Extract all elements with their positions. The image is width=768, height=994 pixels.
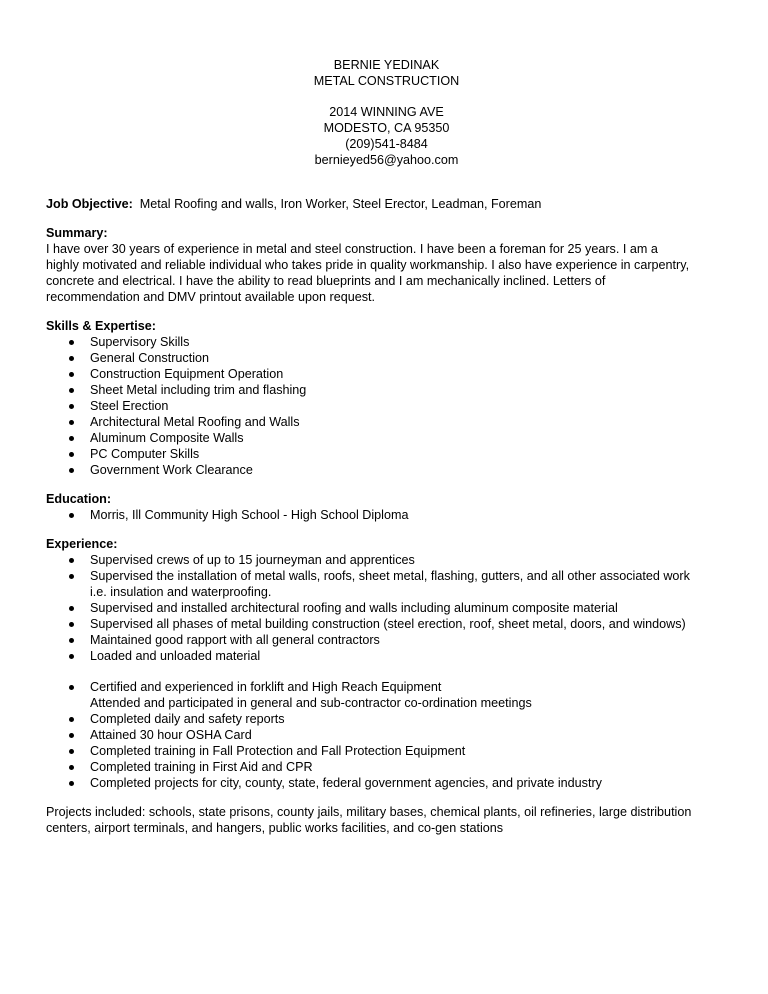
bullet-icon [69, 606, 74, 611]
skills-section [46, 318, 736, 478]
skill-text: Steel Erection [90, 399, 169, 413]
skill-item [46, 446, 736, 462]
skill-item [46, 462, 736, 478]
experience-list-2 [46, 679, 736, 791]
experience-item [46, 600, 736, 616]
skill-text: PC Computer Skills [90, 447, 200, 461]
experience-text: i.e. insulation and waterproofing. [90, 585, 272, 599]
experience-heading: Experience: [46, 537, 118, 551]
bullet-icon [69, 340, 74, 345]
experience-list-1 [46, 552, 736, 664]
bullet-icon [69, 749, 74, 754]
bullet-icon [69, 733, 74, 738]
job-objective-label: Job Objective: [46, 197, 133, 211]
skill-text: Architectural Metal Roofing and Walls [90, 415, 300, 429]
bullet-icon [69, 468, 74, 473]
city-state-zip: MODESTO, CA 95350 [323, 121, 450, 135]
bullet-icon [69, 388, 74, 393]
experience-text: Maintained good rapport with all general contractors [90, 633, 380, 647]
education-item [46, 507, 736, 523]
summary-line: recommendation and DMV printout available upon request. [46, 290, 376, 304]
applicant-trade: METAL CONSTRUCTION [313, 74, 460, 88]
experience-section [46, 536, 736, 791]
experience-text: Supervised and installed architectural roofing and walls including aluminum composite material [90, 601, 618, 615]
skill-item [46, 366, 736, 382]
summary-line: concrete and electrical. I have the ability to read blueprints and I am mechanically inclined. Letters of [46, 274, 606, 288]
resume-header [0, 57, 768, 168]
bullet-icon [69, 574, 74, 579]
experience-text: Completed training in First Aid and CPR [90, 760, 313, 774]
experience-text: Completed training in Fall Protection and Fall Protection Equipment [90, 744, 466, 758]
skill-text: General Construction [90, 351, 210, 365]
bullet-icon [69, 765, 74, 770]
skill-text: Government Work Clearance [90, 463, 253, 477]
education-list [46, 507, 736, 523]
skill-item [46, 334, 736, 350]
bullet-icon [69, 654, 74, 659]
education-section [46, 491, 736, 523]
bullet-icon [69, 717, 74, 722]
bullet-icon [69, 372, 74, 377]
experience-item [46, 568, 736, 584]
summary-section [46, 225, 736, 305]
experience-item [46, 743, 736, 759]
bullet-icon [69, 404, 74, 409]
experience-text: Attended and participated in general and sub-contractor co-ordination meetings [90, 696, 532, 710]
skills-heading: Skills & Expertise: [46, 319, 156, 333]
experience-text: Attained 30 hour OSHA Card [90, 728, 252, 742]
projects-section [46, 804, 736, 836]
experience-text: Supervised the installation of metal walls, roofs, sheet metal, flashing, gutters, and all other associated work [90, 569, 690, 583]
street-address: 2014 WINNING AVE [329, 105, 444, 119]
experience-text: Certified and experienced in forklift and High Reach Equipment [90, 680, 442, 694]
experience-text: Completed daily and safety reports [90, 712, 285, 726]
experience-item [46, 648, 736, 664]
experience-item [46, 552, 736, 568]
projects-line: centers, airport terminals, and hangers, public works facilities, and co-gen stations [46, 821, 504, 835]
experience-item [46, 616, 736, 632]
bullet-icon [69, 356, 74, 361]
skill-text: Construction Equipment Operation [90, 367, 284, 381]
bullet-icon [69, 638, 74, 643]
phone-number: (209)541-8484 [345, 137, 428, 151]
experience-item [46, 727, 736, 743]
experience-item [46, 632, 736, 648]
bullet-icon [69, 452, 74, 457]
resume-body [46, 196, 736, 836]
skill-item [46, 430, 736, 446]
experience-item [46, 759, 736, 775]
summary-line: highly motivated and reliable individual who takes pride in quality workmanship. I also have experience in carpentry, [46, 258, 690, 272]
skill-item [46, 382, 736, 398]
bullet-icon [69, 685, 74, 690]
bullet-icon [69, 558, 74, 563]
skill-item [46, 414, 736, 430]
bullet-icon [69, 781, 74, 786]
summary-heading: Summary: [46, 226, 108, 240]
skill-text: Sheet Metal including trim and flashing [90, 383, 307, 397]
experience-item-continuation [46, 584, 736, 600]
bullet-icon [69, 622, 74, 627]
summary-line: I have over 30 years of experience in metal and steel construction. I have been a foreman for 25 years. I am a [46, 242, 658, 256]
experience-text: Supervised all phases of metal building construction (steel erection, roof, sheet metal, doors, and windows) [90, 617, 686, 631]
experience-item [46, 679, 736, 695]
skill-text: Supervisory Skills [90, 335, 190, 349]
experience-text: Completed projects for city, county, state, federal government agencies, and private industry [90, 776, 602, 790]
experience-text: Supervised crews of up to 15 journeyman and apprentices [90, 553, 415, 567]
experience-item [46, 711, 736, 727]
bullet-icon [69, 420, 74, 425]
job-objective [46, 196, 736, 212]
experience-item-continuation [46, 695, 736, 711]
skill-item [46, 398, 736, 414]
experience-text: Loaded and unloaded material [90, 649, 261, 663]
skills-list [46, 334, 736, 478]
job-objective-text: Metal Roofing and walls, Iron Worker, Steel Erector, Leadman, Foreman [139, 197, 542, 211]
education-text: Morris, Ill Community High School - High School Diploma [90, 508, 409, 522]
skill-item [46, 350, 736, 366]
email-address: bernieyed56@yahoo.com [314, 153, 459, 167]
projects-line: Projects included: schools, state prisons, county jails, military bases, chemical plants, oil refineries, large distribution [46, 805, 692, 819]
bullet-icon [69, 436, 74, 441]
bullet-icon [69, 513, 74, 518]
skill-text: Aluminum Composite Walls [90, 431, 244, 445]
education-heading: Education: [46, 492, 112, 506]
applicant-name: BERNIE YEDINAK [333, 58, 440, 72]
experience-item [46, 775, 736, 791]
